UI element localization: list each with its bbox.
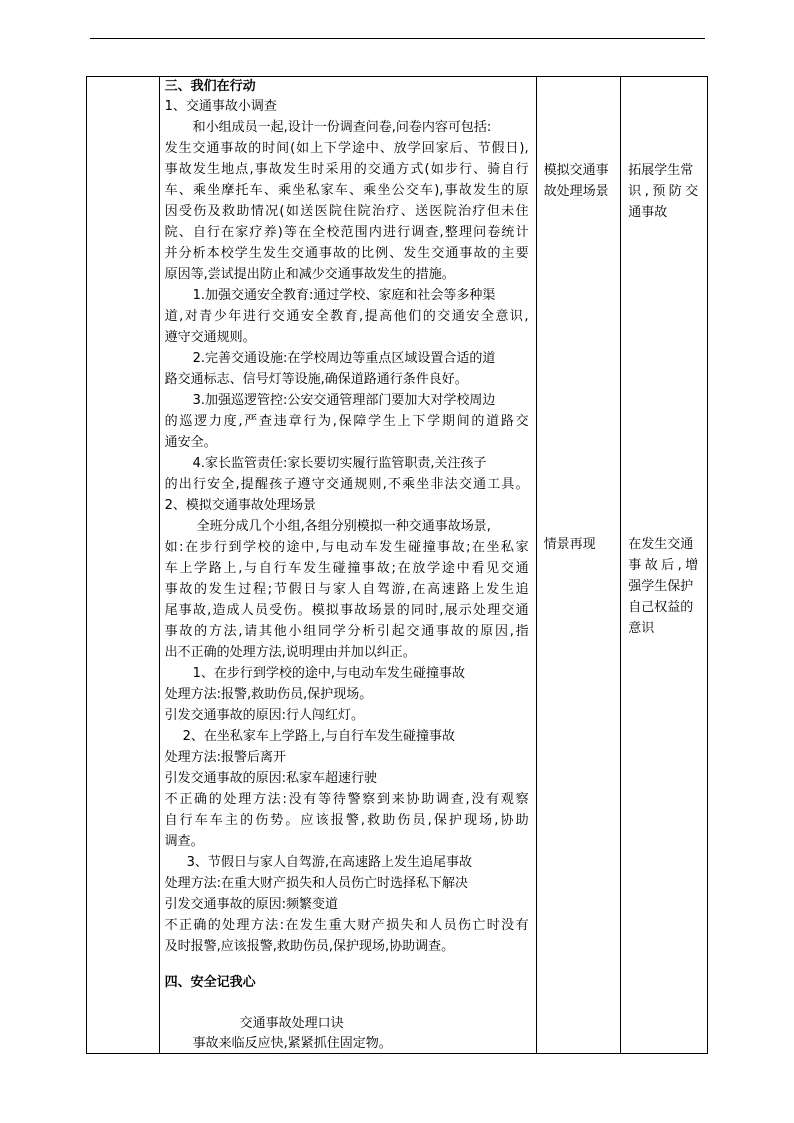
purpose-text: 拓展学生常 [628,163,694,178]
paragraph-line: 因受伤及救助情况(如送医院住院治疗、送医院治疗但未住 [164,204,529,219]
sub-heading-simulation: 2、模拟交通事故处理场景 [164,498,316,513]
case-line: 自行车车主的伤势。应该报警,救助伤员,保护现场,协助 [164,813,529,828]
purpose-text: 识,预防交 [628,184,699,199]
case-line: 引发交通事故的原因:频繁变道 [164,897,338,912]
case-line: 引发交通事故的原因:私家车超速行驶 [164,771,377,786]
paragraph-line: 出不正确的处理方法,说明理由并加以纠正。 [164,645,416,660]
case-heading: 2、在坐私家车上学路上,与自行车发生碰撞事故 [182,729,455,744]
case-line: 调查。 [164,834,204,849]
case-heading: 1、在步行到学校的途中,与电动车发生碰撞事故 [192,666,465,681]
paragraph-line: 尾事故,造成人员受伤。模拟事故场景的同时,展示处理交通 [164,603,529,618]
verse-line: 事故来临反应快,紧紧抓住固定物。 [192,1036,392,1051]
section-4-heading: 四、安全记我心 [164,975,256,990]
paragraph-line: 事故发生地点,事故发生时采用的交通方式(如步行、骑自行 [164,162,529,177]
measure-line: 通安全。 [164,435,217,450]
blank-column-cell [87,77,160,1054]
paragraph-line: 和小组成员一起,设计一份调查问卷,问卷内容可包括: [192,120,492,135]
paragraph-line: 全班分成几个小组,各组分别模拟一种交通事故场景, [196,519,491,534]
measure-line: 遵守交通规则。 [164,330,256,345]
measure-line: 道,对青少年进行交通安全教育,提高他们的交通安全意识, [164,309,529,324]
paragraph-line: 事故的发生过程;节假日与家人自驾游,在高速路上发生追 [164,582,529,597]
case-line: 处理方法:报警后离开 [164,750,286,765]
paragraph-line: 车上学路上,与自行车发生碰撞事故;在放学途中看见交通 [164,561,529,576]
section-3-heading: 三、我们在行动 [164,79,256,94]
teaching-content-cell [159,77,536,1054]
measure-line: 1.加强交通安全教育:通过学校、家庭和社会等多种渠 [192,288,496,303]
case-line: 处理方法:在重大财产损失和人员伤亡时选择私下解决 [164,876,468,891]
activity-text: 模拟交通事 [543,163,609,178]
measure-line: 路交通标志、信号灯等设施,确保道路通行条件良好。 [164,372,468,387]
purpose-text: 强学生保护 [628,579,694,594]
activity-text: 故处理场景 [543,184,609,199]
measure-line: 4.家长监管责任:家长要切实履行监管职责,关注孩子 [192,456,487,471]
activity-text: 情景再现 [543,537,596,552]
measure-line: 的巡逻力度,严查违章行为,保障学生上下学期间的道路交 [164,414,529,429]
measure-line: 3.加强巡逻管控:公安交通管理部门要加大对学校周边 [192,393,496,408]
paragraph-line: 并分析本校学生发生交通事故的比例、发生交通事故的主要 [164,246,529,261]
purpose-text: 自己权益的 [628,600,694,615]
paragraph-line: 院、自行在家疗养)等在全校范围内进行调查,整理问卷统计 [164,225,529,240]
case-line: 不正确的处理方法:没有等待警察到来协助调查,没有观察 [164,792,529,807]
paragraph-line: 车、乘坐摩托车、乘坐私家车、乘坐公交车),事故发生的原 [164,183,529,198]
lesson-plan-table [86,76,708,1054]
table-row [87,77,708,1054]
case-line: 及时报警,应该报警,救助伤员,保护现场,协助调查。 [164,939,455,954]
case-heading: 3、节假日与家人自驾游,在高速路上发生追尾事故 [186,855,472,870]
purpose-text: 通事故 [628,205,668,220]
paragraph-line: 原因等,尝试提出防止和减少交通事故发生的措施。 [164,267,455,282]
purpose-text: 事故后,增 [628,558,699,573]
measure-line: 2.完善交通设施:在学校周边等重点区域设置合适的道 [192,351,496,366]
paragraph-line: 事故的方法,请其他小组同学分析引起交通事故的原因,指 [164,624,529,639]
case-line: 引发交通事故的原因:行人闯红灯。 [164,708,364,723]
measure-line: 的出行安全,提醒孩子遵守交通规则,不乘坐非法交通工具。 [164,477,529,492]
case-line: 处理方法:报警,救助伤员,保护现场。 [164,687,373,702]
purpose-cell [621,77,708,1054]
activity-cell [536,77,621,1054]
verse-title: 交通事故处理口诀 [239,1016,344,1031]
purpose-text: 在发生交通 [628,537,694,552]
purpose-text: 意识 [628,621,655,636]
sub-heading-survey: 1、交通事故小调查 [164,99,277,114]
header-rule [90,38,705,39]
paragraph-line: 如:在步行到学校的途中,与电动车发生碰撞事故;在坐私家 [164,540,529,555]
paragraph-line: 发生交通事故的时间(如上下学途中、放学回家后、节假日), [164,141,529,156]
case-line: 不正确的处理方法:在发生重大财产损失和人员伤亡时没有 [164,918,529,933]
